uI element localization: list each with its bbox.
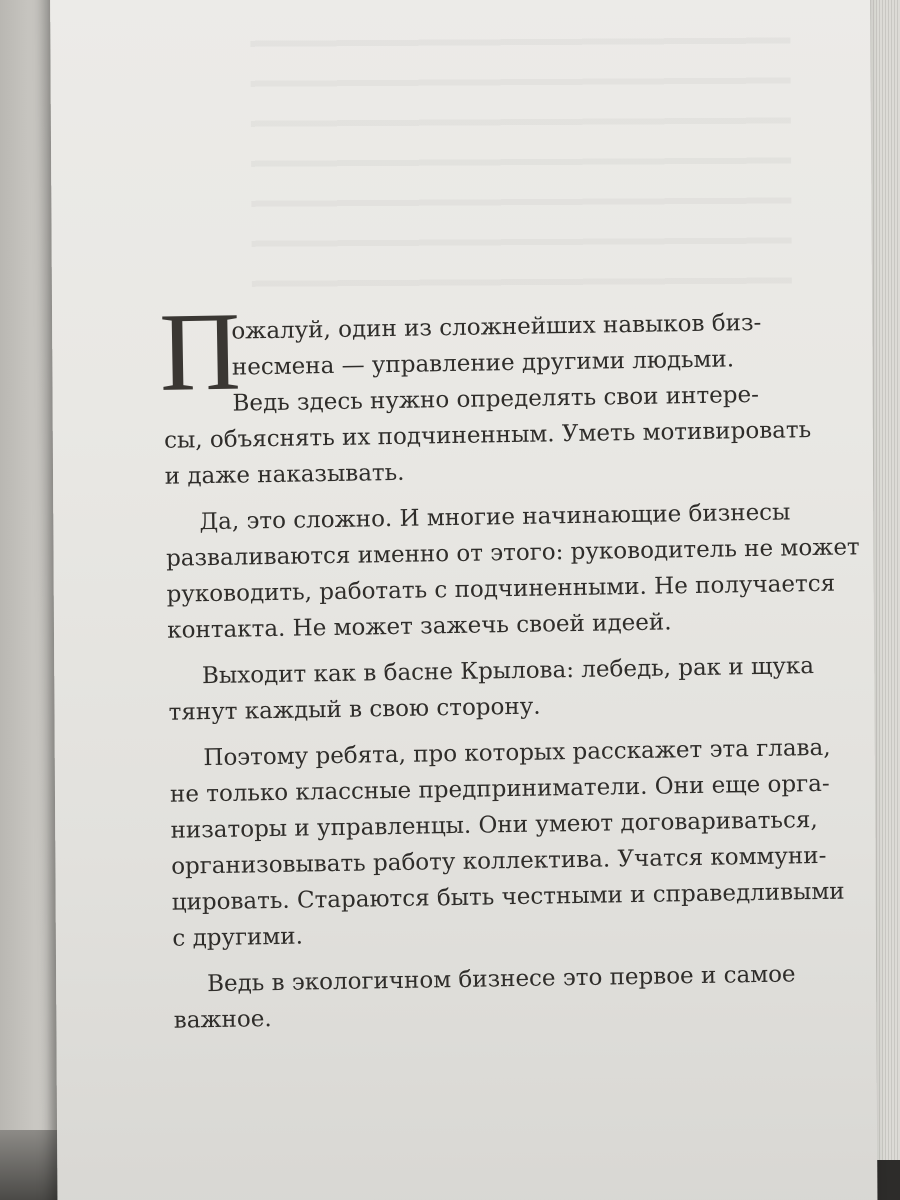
drop-cap: П — [158, 289, 242, 415]
text-line: разваливаются именно от этого: руководитель не может — [165, 534, 860, 572]
body-text — [112, 289, 860, 1039]
text-line: руководить, работать с подчиненными. Не получается — [166, 570, 836, 608]
text-line: цировать. Стараются быть честными и справедливыми — [171, 878, 845, 916]
text-line: несмена — управление другими людьми. — [231, 346, 735, 381]
paragraph — [118, 648, 815, 731]
text-line: важное. — [173, 1006, 272, 1034]
text-line: Да, это сложно. И многие начинающие бизнесы — [199, 499, 791, 536]
text-line: и даже наказывать. — [164, 459, 405, 490]
text-line: Ведь в экологичном бизнесе это первое и самое — [206, 961, 796, 998]
book-page — [50, 0, 878, 1200]
left-page-shadow — [0, 1130, 60, 1200]
paragraph — [123, 956, 804, 1039]
text-line: не только классные предприниматели. Они еще орга- — [169, 770, 830, 808]
text-line: ожалуй, один из сложнейших навыков биз- — [231, 309, 762, 345]
text-line: сы, объяснять их подчиненным. Уметь мотивировать — [163, 417, 812, 454]
text-line: тянут каждый в свою сторону. — [168, 693, 541, 726]
text-line: контакта. Не может зажечь своей идеей. — [167, 609, 672, 644]
paragraph — [115, 494, 860, 649]
text-line: с другими. — [172, 923, 304, 952]
text-line: Поэтому ребята, про которых расскажет эта глава, — [203, 734, 831, 772]
text-line: организовывать работу коллектива. Учатся коммуни- — [170, 842, 827, 880]
show-through-text — [250, 15, 792, 288]
text-line: Ведь здесь нужно определять свои интере- — [232, 381, 760, 417]
text-line: низаторы и управленцы. Они умеют договариваться, — [170, 806, 818, 844]
paragraph — [119, 730, 845, 957]
text-line: Выходит как в басне Крылова: лебедь, рак и щука — [201, 653, 815, 690]
